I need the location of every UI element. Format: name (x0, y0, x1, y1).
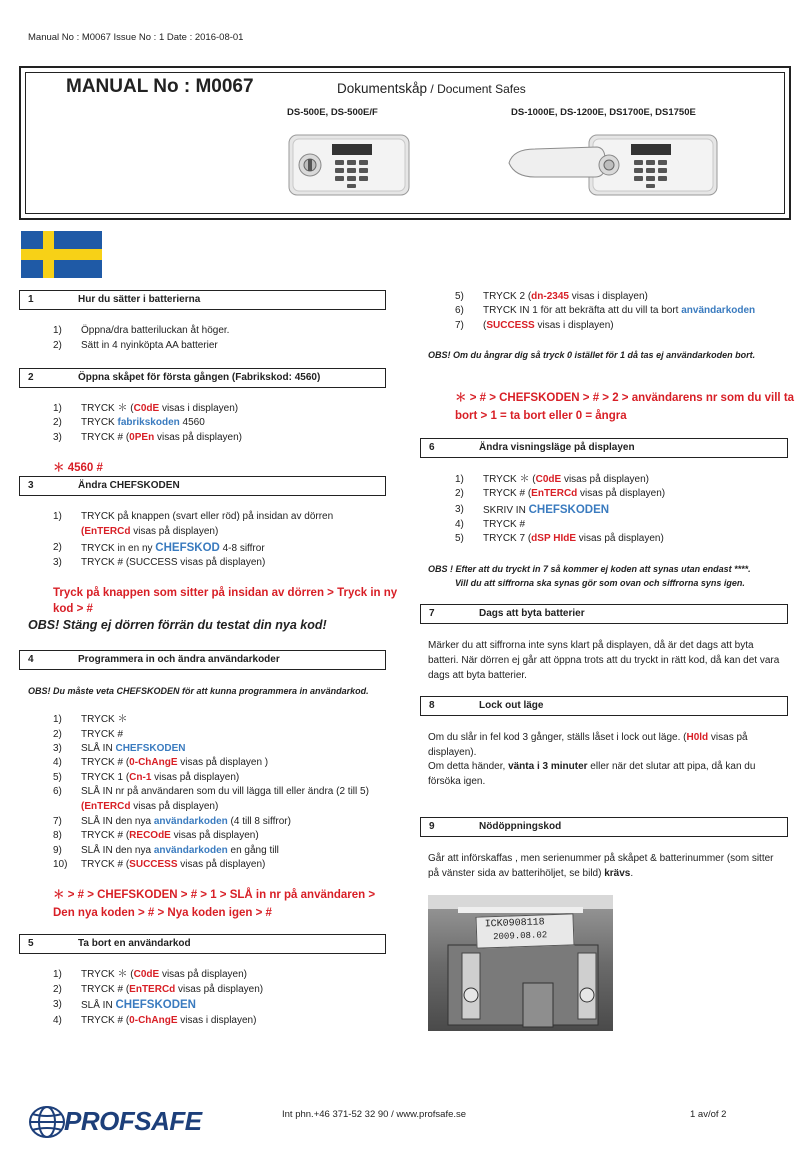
section-3-header: 3 Ändra CHEFSKODEN (19, 476, 386, 496)
keypad-lock-image-large (505, 133, 720, 199)
s8-text-2: Om detta händer, vänta i 3 minuter eller när det slutar att pipa, då kan du försöka igen. (428, 761, 756, 787)
s5-sequence-line-1: ＊ > # > CHEFSKODEN > # > 2 > användarens nr som du vill ta (455, 392, 795, 404)
s8-text-1: Om du slår in fel kod 3 gånger, ställs låset i lock out läge. (H0ld visas på displayen). (428, 732, 748, 758)
s5-note: OBS! Om du ångrar dig så tryck 0 istället för 1 då tas ej användarkoden bort. (428, 350, 756, 360)
s4-sequence-line-1: ＊ > # > CHEFSKODEN > # > 1 > SLÅ in nr på användaren > (53, 889, 376, 901)
section-8-header: 8 Lock out läge (420, 696, 788, 716)
manual-title: MANUAL No : M0067 (66, 76, 254, 97)
section-7-header: 7 Dags att byta batterier (420, 604, 788, 624)
s3-step-1-display: (EnTERCd visas på displayen) (81, 526, 219, 537)
footer-contact: Int phn.+46 371-52 32 90 / www.profsafe.se (282, 1109, 467, 1120)
globe-logo-icon (28, 1105, 66, 1139)
s3-warning: OBS! Stäng ej dörren förrän du testat din nya kod! (28, 618, 327, 632)
section-9-header: 9 Nödöppningskod (420, 817, 788, 837)
s2-sequence: ＊ 4560 # (53, 462, 103, 474)
document-meta: Manual No : M0067 Issue No : 1 Date : 2016-08-01 (28, 32, 244, 43)
brand-logo: PROFSAFE (64, 1106, 202, 1136)
keypad-lock-image-small (288, 133, 412, 197)
s5-sequence-line-2: bort > 1 = ta bort eller 0 = ångra (455, 410, 627, 422)
s4-step-6-display: (EnTERCd visas på displayen) (81, 801, 219, 812)
manual-subtitle: Dokumentskåp / Document Safes (337, 81, 526, 96)
model-left: DS-500E, DS-500E/F (287, 107, 378, 118)
s9-text: Går att införskaffas , men serienummer på skåpet & batterinummer (som sitter på vänster sida av batterihöljet, se bild) krävs. (428, 853, 774, 879)
section-4-header: 4 Programmera in och ändra användarkoder (19, 650, 386, 670)
battery-compartment-photo (428, 895, 613, 1031)
swedish-flag-icon (21, 231, 102, 278)
s6-note-1: OBS ! Efter att du tryckt in 7 så kommer ej koden att synas utan endast ****. (428, 564, 751, 574)
serial-label: ICK0908118 2009.08.02 (475, 913, 574, 948)
s4-note: OBS! Du måste veta CHEFSKODEN för att kunna programmera in användarkod. (28, 686, 369, 696)
section-1-header: 1 Hur du sätter i batterierna (19, 290, 386, 310)
page-number: 1 av/of 2 (690, 1109, 727, 1120)
s7-text: Märker du att siffrorna inte syns klart på displayen, då är det dags att byta batteri. När dörren ej går att öppna trots att du tryckt in rätt kod, då kan det vara dags att byta batterier. (428, 640, 780, 681)
model-right: DS-1000E, DS-1200E, DS1700E, DS1750E (511, 107, 696, 118)
s4-sequence-line-2: Den nya koden > # > Nya koden igen > # (53, 907, 272, 919)
s3-sequence-line-1: Tryck på knappen som sitter på insidan av dörren > Tryck in ny (53, 587, 398, 599)
s3-sequence-line-2: kod > # (53, 603, 93, 615)
section-5-header: 5 Ta bort en användarkod (19, 934, 386, 954)
section-2-header: 2 Öppna skåpet för första gången (Fabrikskod: 4560) (19, 368, 386, 388)
section-6-header: 6 Ändra visningsläge på displayen (420, 438, 788, 458)
s6-note-2: Vill du att siffrorna ska synas gör som ovan och siffrorna syns igen. (455, 578, 745, 588)
